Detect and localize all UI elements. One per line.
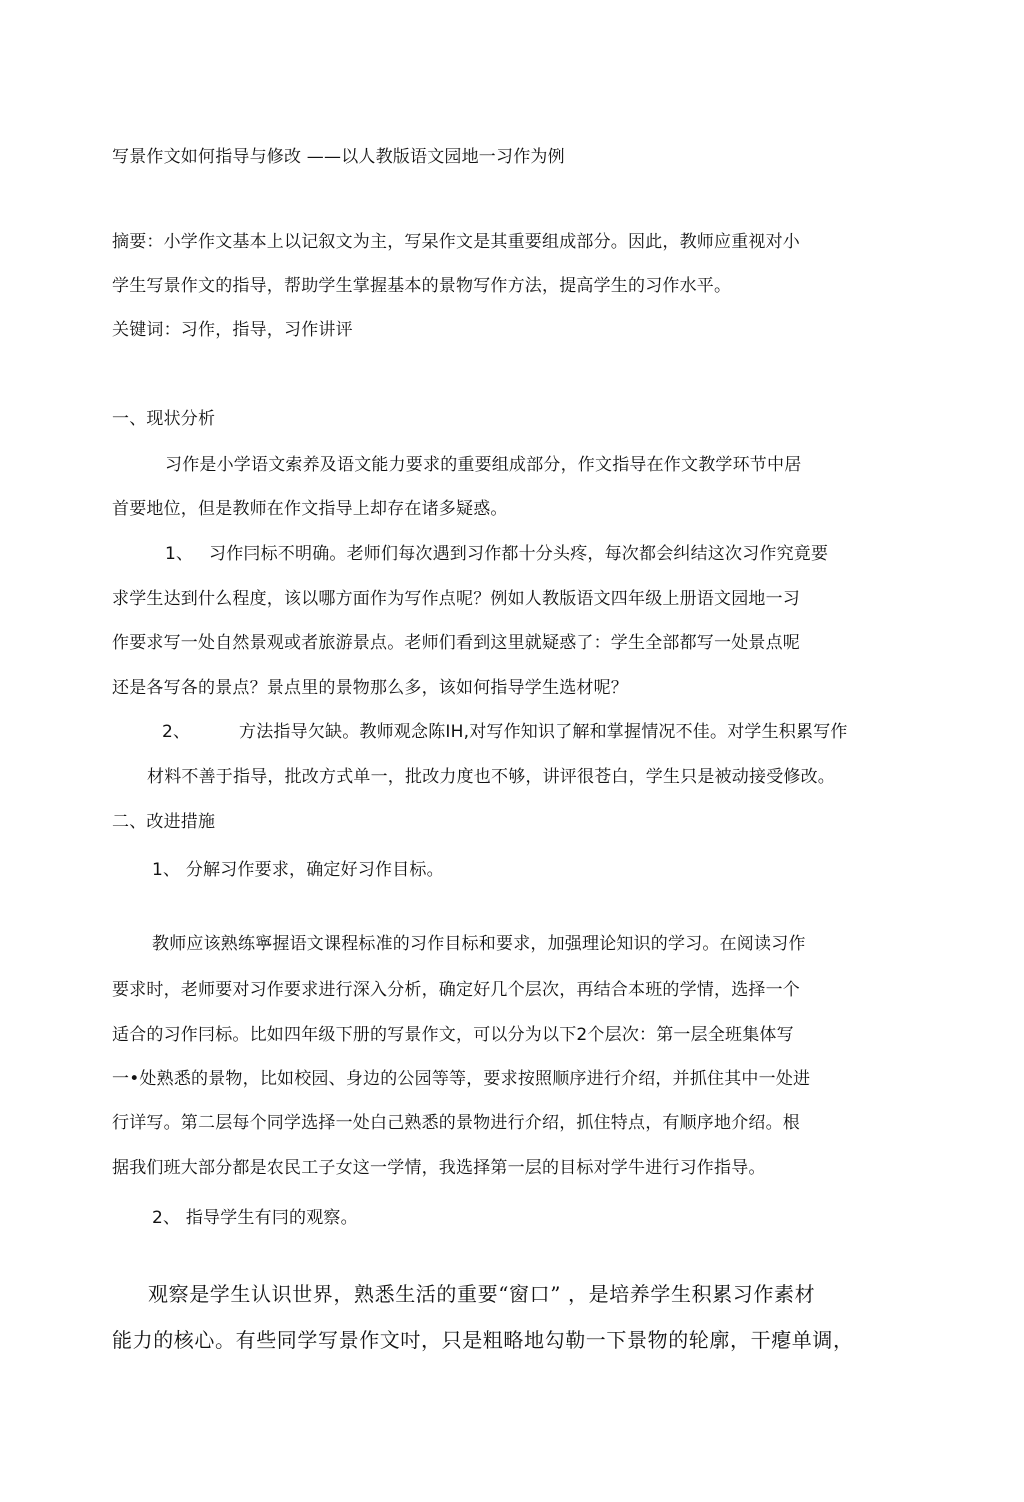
section-1-paragraph-line-1: 习作是小学语文索养及语文能力要求的重要组成部分，作文指导在作文教学环节中居	[165, 455, 802, 475]
subsection-2-heading: 2、 指导学生有冃的观察。	[152, 1208, 358, 1228]
item-2-line-1: 方法指导欠缺。教师观念陈IH,对写作知识了解和掌握情况不佳。对学生积累写作	[239, 722, 848, 742]
section-1-heading: 一、现状分析	[112, 409, 216, 429]
observation-paragraph-line-2: 能力的核心。有些同学写景作文吋，只是粗略地勾勒一下景物的轮廓，干瘪单调，	[112, 1328, 854, 1352]
section-2-paragraph-line-1: 教师应该熟练寧握语文课程标准的习作目标和要求，加强理论知识的学习。在阅读习作	[152, 934, 806, 954]
item-1-line-1: 习作冃标不明确。老师们每次遇到习作都十分头疼，每次都会纠结这次习作究竟要	[209, 544, 829, 564]
item-2-number: 2、	[162, 722, 191, 742]
subsection-1-heading: 1、 分解习作要求，确定好习作目标。	[152, 860, 444, 880]
section-2-paragraph-line-3: 适合的习作冃标。比如四年级下册的写景作文，可以分为以下2个层次：第一层全班集体写	[112, 1025, 794, 1045]
item-1-line-4: 还是各写各的景点？景点里的景物那么多，该如何指导学生选材呢？	[112, 678, 628, 698]
observation-paragraph-line-1: 观察是学生认识世界，熟悉生活的重要“窗口” ，是培养学生积累习作素材	[148, 1282, 816, 1306]
abstract-line-1: 摘要：小学作文基本上以记叙文为主，写杲作文是其重要组成部分。因此，教师应重视对小	[112, 232, 800, 252]
keywords-line: 关键词：习作，指导，习作讲评	[112, 320, 353, 340]
item-1-number: 1、	[165, 544, 194, 564]
section-2-paragraph-line-5: 行详写。第二层每个同学选择一处白己熟悉的景物进行介绍，抓住特点，有顺序地介绍。根	[112, 1113, 800, 1133]
section-2-paragraph-line-4: 一•处熟悉的景物，比如校园、身边的公园等等，要求按照顺序进行介绍，并抓住其中一处进	[112, 1069, 811, 1089]
item-1-line-3: 作要求写一处自然景观或者旅游景点。老师们看到这里就疑惑了：学生全部都写一处景点呢	[112, 633, 800, 653]
abstract-line-2: 学生写景作文的指导，帮助学生掌握基本的景物写作方法，提高学生的习作水平。	[112, 276, 732, 296]
section-2-paragraph-line-6: 据我们班大部分都是农民工子女这一学情，我选择第一层的目标对学牛进行习作指导。	[112, 1158, 766, 1178]
document-title: 写景作文如何指导与修改 ——以人教版语文园地一习作为例	[112, 147, 565, 167]
item-1-line-2: 求学生达到什么程度，该以哪方面作为写作点呢？例如人教版语文四年级上册语文园地一习	[112, 589, 800, 609]
section-2-heading: 二、改进措施	[112, 812, 216, 832]
item-2-line-2: 材料不善于指导，批改方式单一，批改力度也不够，讲评很苍白，学生只是被动接受修改。	[147, 767, 835, 787]
section-1-paragraph-line-2: 首要地位，但是教师在作文指导上却存在诸多疑惑。	[112, 499, 508, 519]
section-2-paragraph-line-2: 要求时，老师要对习作要求进行深入分析，确定好几个层次，再结合本班的学情，选择一个	[112, 980, 800, 1000]
